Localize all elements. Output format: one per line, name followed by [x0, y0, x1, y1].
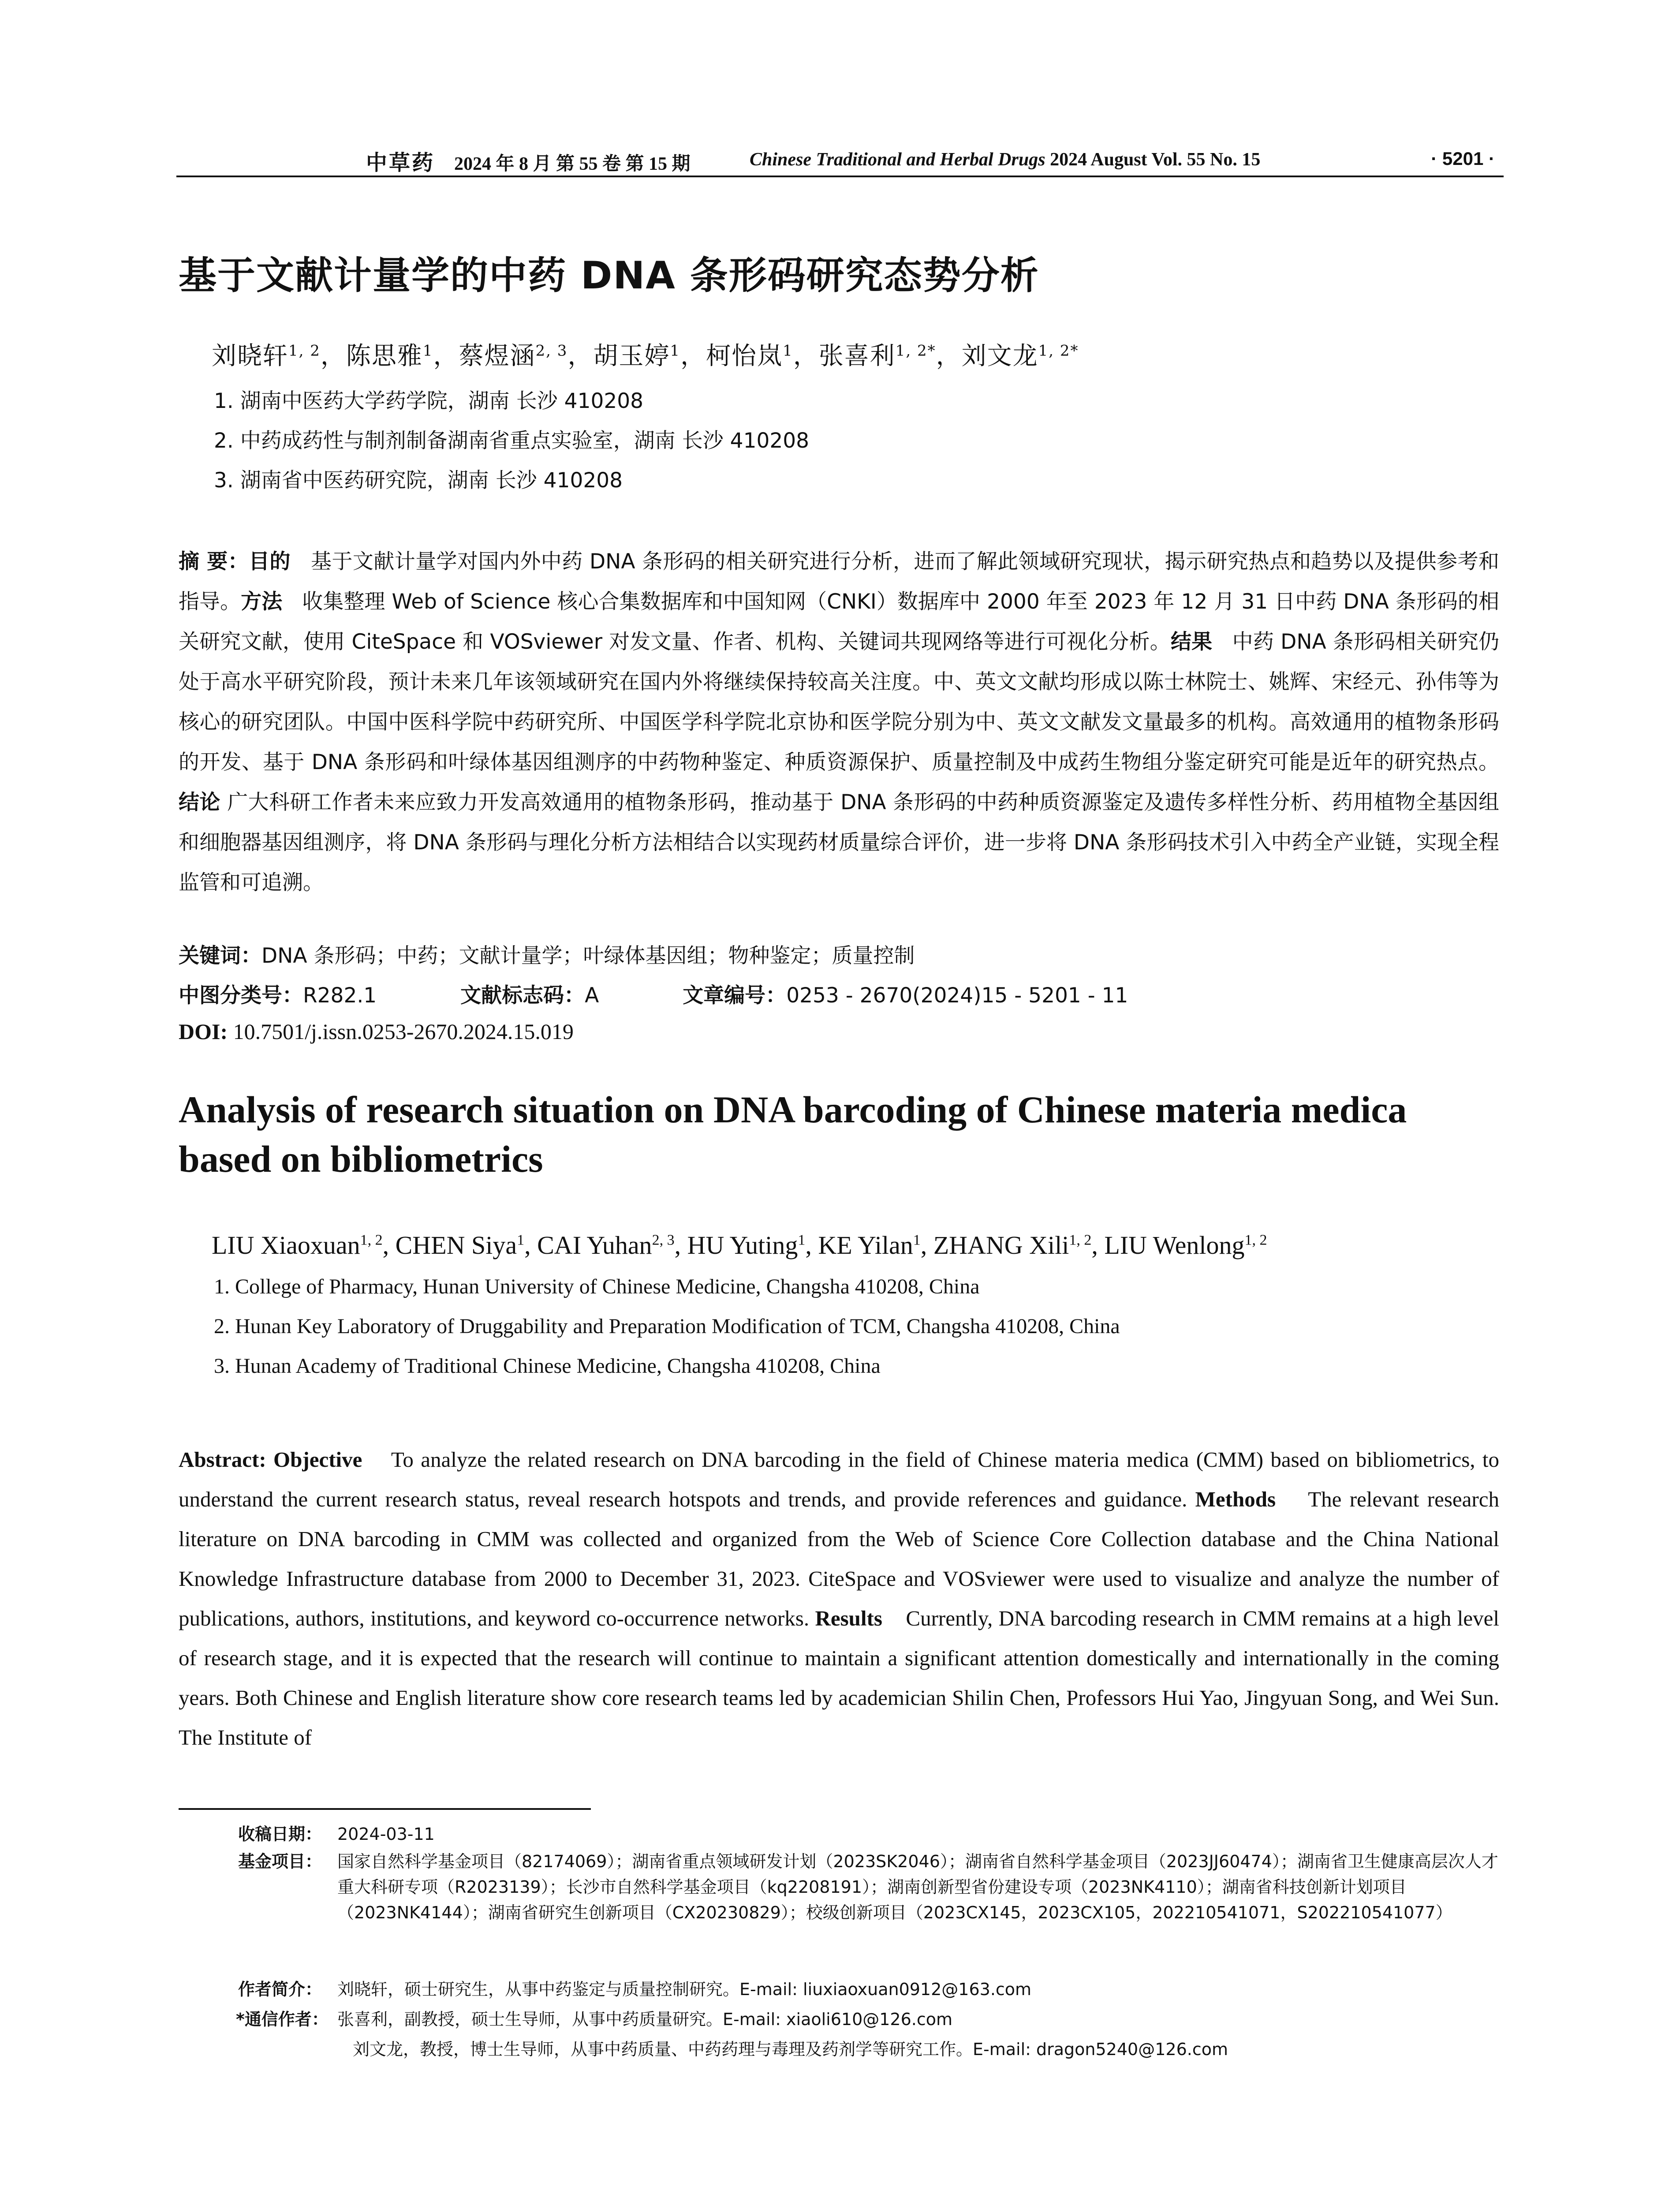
objective-label-cn: 目的 — [249, 549, 291, 574]
en-author-name: LIU Xiaoxuan — [212, 1231, 360, 1259]
conclusion-cn: 广大科研工作者未来应致力开发高效通用的植物条形码，推动基于 DNA 条形码的中药种质资源鉴定及遗传多样性分析、药用植物全基因组和细胞器基因组测序，将 DNA 条形码与理化分析方法相结合以实现药材质量综合评价，进一步将 DNA 条形码技术引入中药全产业链，实现全程监管和可追溯。 — [179, 790, 1499, 895]
en-author-separator: , — [920, 1231, 933, 1259]
journal-name-cn: 中草药 — [366, 150, 435, 175]
methods-en: The relevant research literature on DNA barcoding in CMM was collected and organized from the Web of Science Core Collection database and the China National Knowledge Infrastructure database from 2000 to December 31, 2023. CiteSpace and VOSviewer were used to visualize and analyze the number of publications, authors, institutions, and keyword co-occurrence networks. — [179, 1487, 1499, 1630]
doc-code-value: A — [585, 983, 599, 1008]
en-author-name: LIU Wenlong — [1104, 1231, 1245, 1259]
running-header — [176, 142, 1504, 177]
results-en: Currently, DNA barcoding research in CMM remains at a high level of research stage, and it is expected that the research will continue to maintain a significant attention domestically and internationally in the coming years. Both Chinese and English literature show core research teams led by academician Shilin Chen, Professors Hui Yao, Jingyuan Song, and Wei Sun. The Institute of — [179, 1606, 1500, 1749]
en-author-affiliation-marker: 1 — [913, 1232, 921, 1248]
objective-en: To analyze the related research on DNA barcoding in the field of Chinese materia medica (CMM) based on bibliometrics, to understand the current research status, reveal research hotspots and trends, and provide references and guidance. — [179, 1447, 1500, 1511]
en-author-name: KE Yilan — [818, 1231, 913, 1259]
title-en — [179, 1085, 1501, 1184]
cn-author-separator: ， — [567, 342, 594, 370]
cn-author-affiliation-marker: 1, 2* — [1038, 342, 1079, 360]
cn-author-separator: ， — [433, 342, 459, 370]
received-date: 2024-03-11 — [337, 1824, 435, 1844]
journal-name-en: Chinese Traditional and Herbal Drugs — [750, 149, 1045, 170]
affiliation-cn-1: 1. 湖南中医药大学药学院，湖南 长沙 410208 — [214, 389, 644, 413]
issue-info-en: 2024 August Vol. 55 No. 15 — [1050, 149, 1261, 170]
abstract-cn — [179, 542, 1499, 903]
corresponding-author-2: 刘文龙，教授，博士生导师，从事中药质量、中药药理与毒理及药剂学等研究工作。E-mail: dragon5240@126.com — [353, 2040, 1228, 2059]
article-no-label: 文章编号： — [683, 983, 787, 1008]
affiliation-cn-2: 2. 中药成药性与制剂制备湖南省重点实验室，湖南 长沙 410208 — [214, 429, 810, 453]
title-en-line-2: based on bibliometrics — [179, 1138, 543, 1180]
en-author-separator: , — [674, 1231, 687, 1259]
en-author-affiliation-marker: 2, 3 — [652, 1232, 675, 1248]
cn-author-affiliation-marker: 1 — [783, 342, 793, 360]
affiliation-en-3: 3. Hunan Academy of Traditional Chinese Medicine, Changsha 410208, China — [214, 1354, 881, 1378]
authors-en — [212, 1230, 1267, 1260]
authors-cn — [212, 336, 1079, 372]
methods-label-en: Methods — [1195, 1487, 1276, 1511]
author-bio-label: 作者简介： — [238, 1980, 322, 1999]
footnote-rule — [179, 1808, 591, 1810]
author-bio-text: 刘晓轩，硕士研究生，从事中药鉴定与质量控制研究。E-mail: liuxiaoxuan0912@163.com — [337, 1980, 1032, 1999]
methods-cn: 收集整理 Web of Science 核心合集数据库和中国知网（CNKI）数据库中 2000 年至 2023 年 12 月 31 日中药 DNA 条形码的相关研究文献，使用 CiteSpace 和 VOSviewer 对发文量、作者、机构、关键词共现网络等进行可视化分析。 — [179, 590, 1499, 654]
cn-author-separator: ， — [680, 342, 706, 370]
page-number: · 5201 · — [1431, 148, 1495, 169]
en-author-name: ZHANG Xili — [933, 1231, 1069, 1259]
corresponding-label: *通信作者： — [236, 2010, 329, 2029]
keywords-cn — [179, 939, 915, 969]
issue-info-cn: 2024 年 8 月 第 55 卷 第 15 期 — [454, 154, 691, 174]
footnotes — [0, 1821, 1680, 2086]
en-author-name: HU Yuting — [687, 1231, 798, 1259]
affiliation-en-2: 2. Hunan Key Laboratory of Druggability and Preparation Modification of TCM, Changsha 410208, China — [214, 1315, 1120, 1338]
journal-info-en — [750, 149, 1260, 170]
clc-value: R282.1 — [303, 983, 377, 1008]
en-author-name: CHEN Siya — [395, 1231, 517, 1259]
doc-code-label: 文献标志码： — [460, 983, 585, 1008]
cn-author-affiliation-marker: 1, 2 — [288, 342, 321, 360]
cn-author-affiliation-marker: 2, 3 — [535, 342, 568, 360]
received-label: 收稿日期： — [238, 1824, 322, 1844]
en-author-affiliation-marker: 1 — [798, 1232, 806, 1248]
fund-text: 国家自然科学基金项目（82174069）；湖南省重点领域研发计划（2023SK2046）；湖南省自然科学基金项目（2023JJ60474）；湖南省卫生健康高层次人才重大科研专项（R2023139）；长沙市自然科学基金项目（kq2208191）；湖南创新型省份建设专项（2023NK4110）；湖南省科技创新计划项目（2023NK4144）；湖南省研究生创新项目（CX20230829）；校级创新项目（2023CX145，2023CX105，202210541071，S202210541077） — [337, 1852, 1498, 1922]
en-author-separator: , — [382, 1231, 396, 1259]
affiliation-cn-3: 3. 湖南省中医药研究院，湖南 长沙 410208 — [214, 468, 623, 493]
results-label-en: Results — [815, 1606, 882, 1630]
cn-author-name: 胡玉婷 — [593, 342, 670, 370]
cn-author-affiliation-marker: 1 — [422, 342, 433, 360]
cn-author-name: 刘晓轩 — [212, 342, 288, 370]
doi-label: DOI: — [179, 1019, 228, 1044]
header-rule — [176, 176, 1504, 177]
abstract-en-label: Abstract: Objective — [179, 1447, 362, 1472]
corresponding-author-1: 张喜利，副教授，硕士生导师，从事中药质量研究。E-mail: xiaoli610@126.com — [337, 2010, 953, 2029]
en-author-affiliation-marker: 1, 2 — [1244, 1232, 1267, 1248]
results-label-cn: 结果 — [1170, 630, 1213, 654]
cn-author-affiliation-marker: 1 — [670, 342, 681, 360]
cn-author-affiliation-marker: 1, 2* — [895, 342, 936, 360]
en-author-separator: , — [805, 1231, 818, 1259]
doi-line — [179, 1019, 574, 1044]
abstract-en — [179, 1440, 1499, 1757]
en-author-affiliation-marker: 1, 2 — [360, 1232, 383, 1248]
fund-label: 基金项目： — [238, 1852, 322, 1871]
en-author-name: CAI Yuhan — [537, 1231, 652, 1259]
cn-author-separator: ， — [793, 342, 819, 370]
article-no-value: 0253 - 2670(2024)15 - 5201 - 11 — [786, 983, 1128, 1008]
cn-author-name: 柯怡岚 — [706, 342, 783, 370]
keywords-text: DNA 条形码；中药；文献计量学；叶绿体基因组；物种鉴定；质量控制 — [261, 944, 915, 968]
cn-author-name: 陈思雅 — [346, 342, 423, 370]
cn-author-separator: ， — [936, 342, 962, 370]
en-author-separator: , — [524, 1231, 538, 1259]
cn-author-separator: ， — [320, 342, 346, 370]
clc-label: 中图分类号： — [179, 983, 303, 1008]
en-author-separator: , — [1091, 1231, 1105, 1259]
cn-author-name: 刘文龙 — [961, 342, 1038, 370]
title-en-line-1: Analysis of research situation on DNA barcoding of Chinese materia medica — [179, 1088, 1407, 1131]
objective-cn: 基于文献计量学对国内外中药 DNA 条形码的相关研究进行分析，进而了解此领域研究现状，揭示研究热点和趋势以及提供参考和指导。 — [179, 549, 1499, 614]
en-author-affiliation-marker: 1, 2 — [1069, 1232, 1092, 1248]
keywords-label: 关键词： — [179, 944, 261, 968]
en-author-affiliation-marker: 1 — [517, 1232, 525, 1248]
title-cn: 基于文献计量学的中药 DNA 条形码研究态势分析 — [179, 254, 1039, 298]
affiliation-en-1: 1. College of Pharmacy, Hunan University of Chinese Medicine, Changsha 410208, China — [214, 1275, 980, 1298]
conclusion-label-cn: 结论 — [179, 790, 220, 815]
classification-line — [179, 979, 1128, 1009]
cn-author-name: 张喜利 — [818, 342, 896, 370]
cn-author-name: 蔡煜涵 — [459, 342, 536, 370]
results-cn: 中药 DNA 条形码相关研究仍处于高水平研究阶段，预计未来几年该领域研究在国内外将继续保持较高关注度。中、英文文献均形成以陈士林院士、姚辉、宋经元、孙伟等为核心的研究团队。中国中医科学院中药研究所、中国医学科学院北京协和医学院分别为中、英文文献发文量最多的机构。高效通用的植物条形码的开发、基于 DNA 条形码和叶绿体基因组测序的中药物种鉴定、种质资源保护、质量控制及中成药生物组分鉴定研究可能是近年的研究热点。 — [179, 630, 1499, 774]
abstract-cn-label: 摘 要： — [179, 549, 249, 574]
methods-label-cn: 方法 — [241, 590, 283, 614]
doi-value: 10.7501/j.issn.0253-2670.2024.15.019 — [233, 1019, 574, 1044]
